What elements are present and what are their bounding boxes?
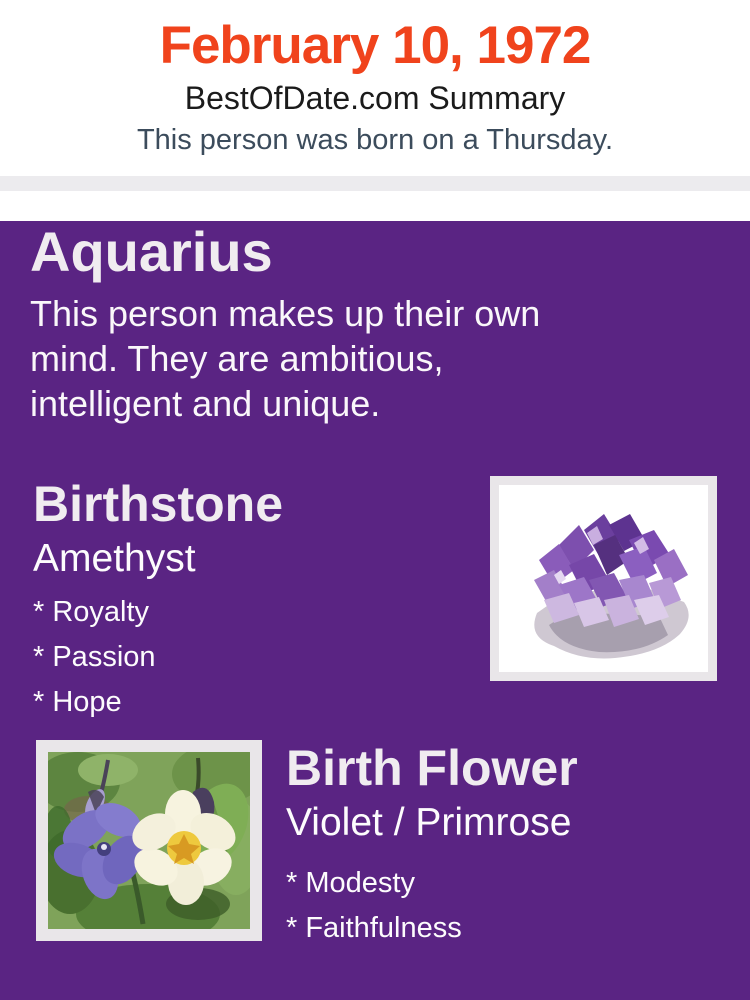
date-title: February 10, 1972	[159, 16, 591, 75]
birthstone-trait: * Royalty	[33, 596, 150, 628]
birth-flower-section	[36, 740, 750, 943]
zodiac-description-line: This person makes up their own	[30, 293, 541, 334]
zodiac-description-line: mind. They are ambitious,	[30, 338, 444, 379]
birth-flower-trait: * Modesty	[286, 867, 415, 899]
zodiac-description-line: intelligent and unique.	[30, 383, 381, 424]
violet-primrose-illustration	[48, 752, 250, 929]
birth-flower-trait: * Faithfulness	[286, 912, 462, 944]
violet-primrose-photo	[36, 740, 262, 941]
birthstone-trait: * Passion	[33, 641, 156, 673]
birth-flower-heading: Birth Flower	[286, 740, 578, 796]
zodiac-sign-heading: Aquarius	[30, 220, 273, 283]
header-divider	[0, 176, 750, 191]
zodiac-section	[0, 221, 750, 1000]
birthstone-name: Amethyst	[33, 537, 196, 580]
header	[0, 0, 750, 176]
zodiac-description	[30, 291, 726, 426]
birthstone-heading: Birthstone	[33, 476, 283, 532]
born-weekday-text: This person was born on a Thursday.	[136, 124, 614, 156]
birth-flower-text	[286, 740, 578, 943]
amethyst-photo	[490, 476, 717, 681]
site-summary-subtitle: BestOfDate.com Summary	[184, 80, 566, 116]
birthstone-trait: * Hope	[33, 686, 122, 718]
birth-flower-name: Violet / Primrose	[286, 801, 572, 844]
birthstone-section	[33, 476, 717, 717]
amethyst-crystal-illustration	[499, 485, 708, 672]
birthstone-text	[33, 476, 283, 717]
